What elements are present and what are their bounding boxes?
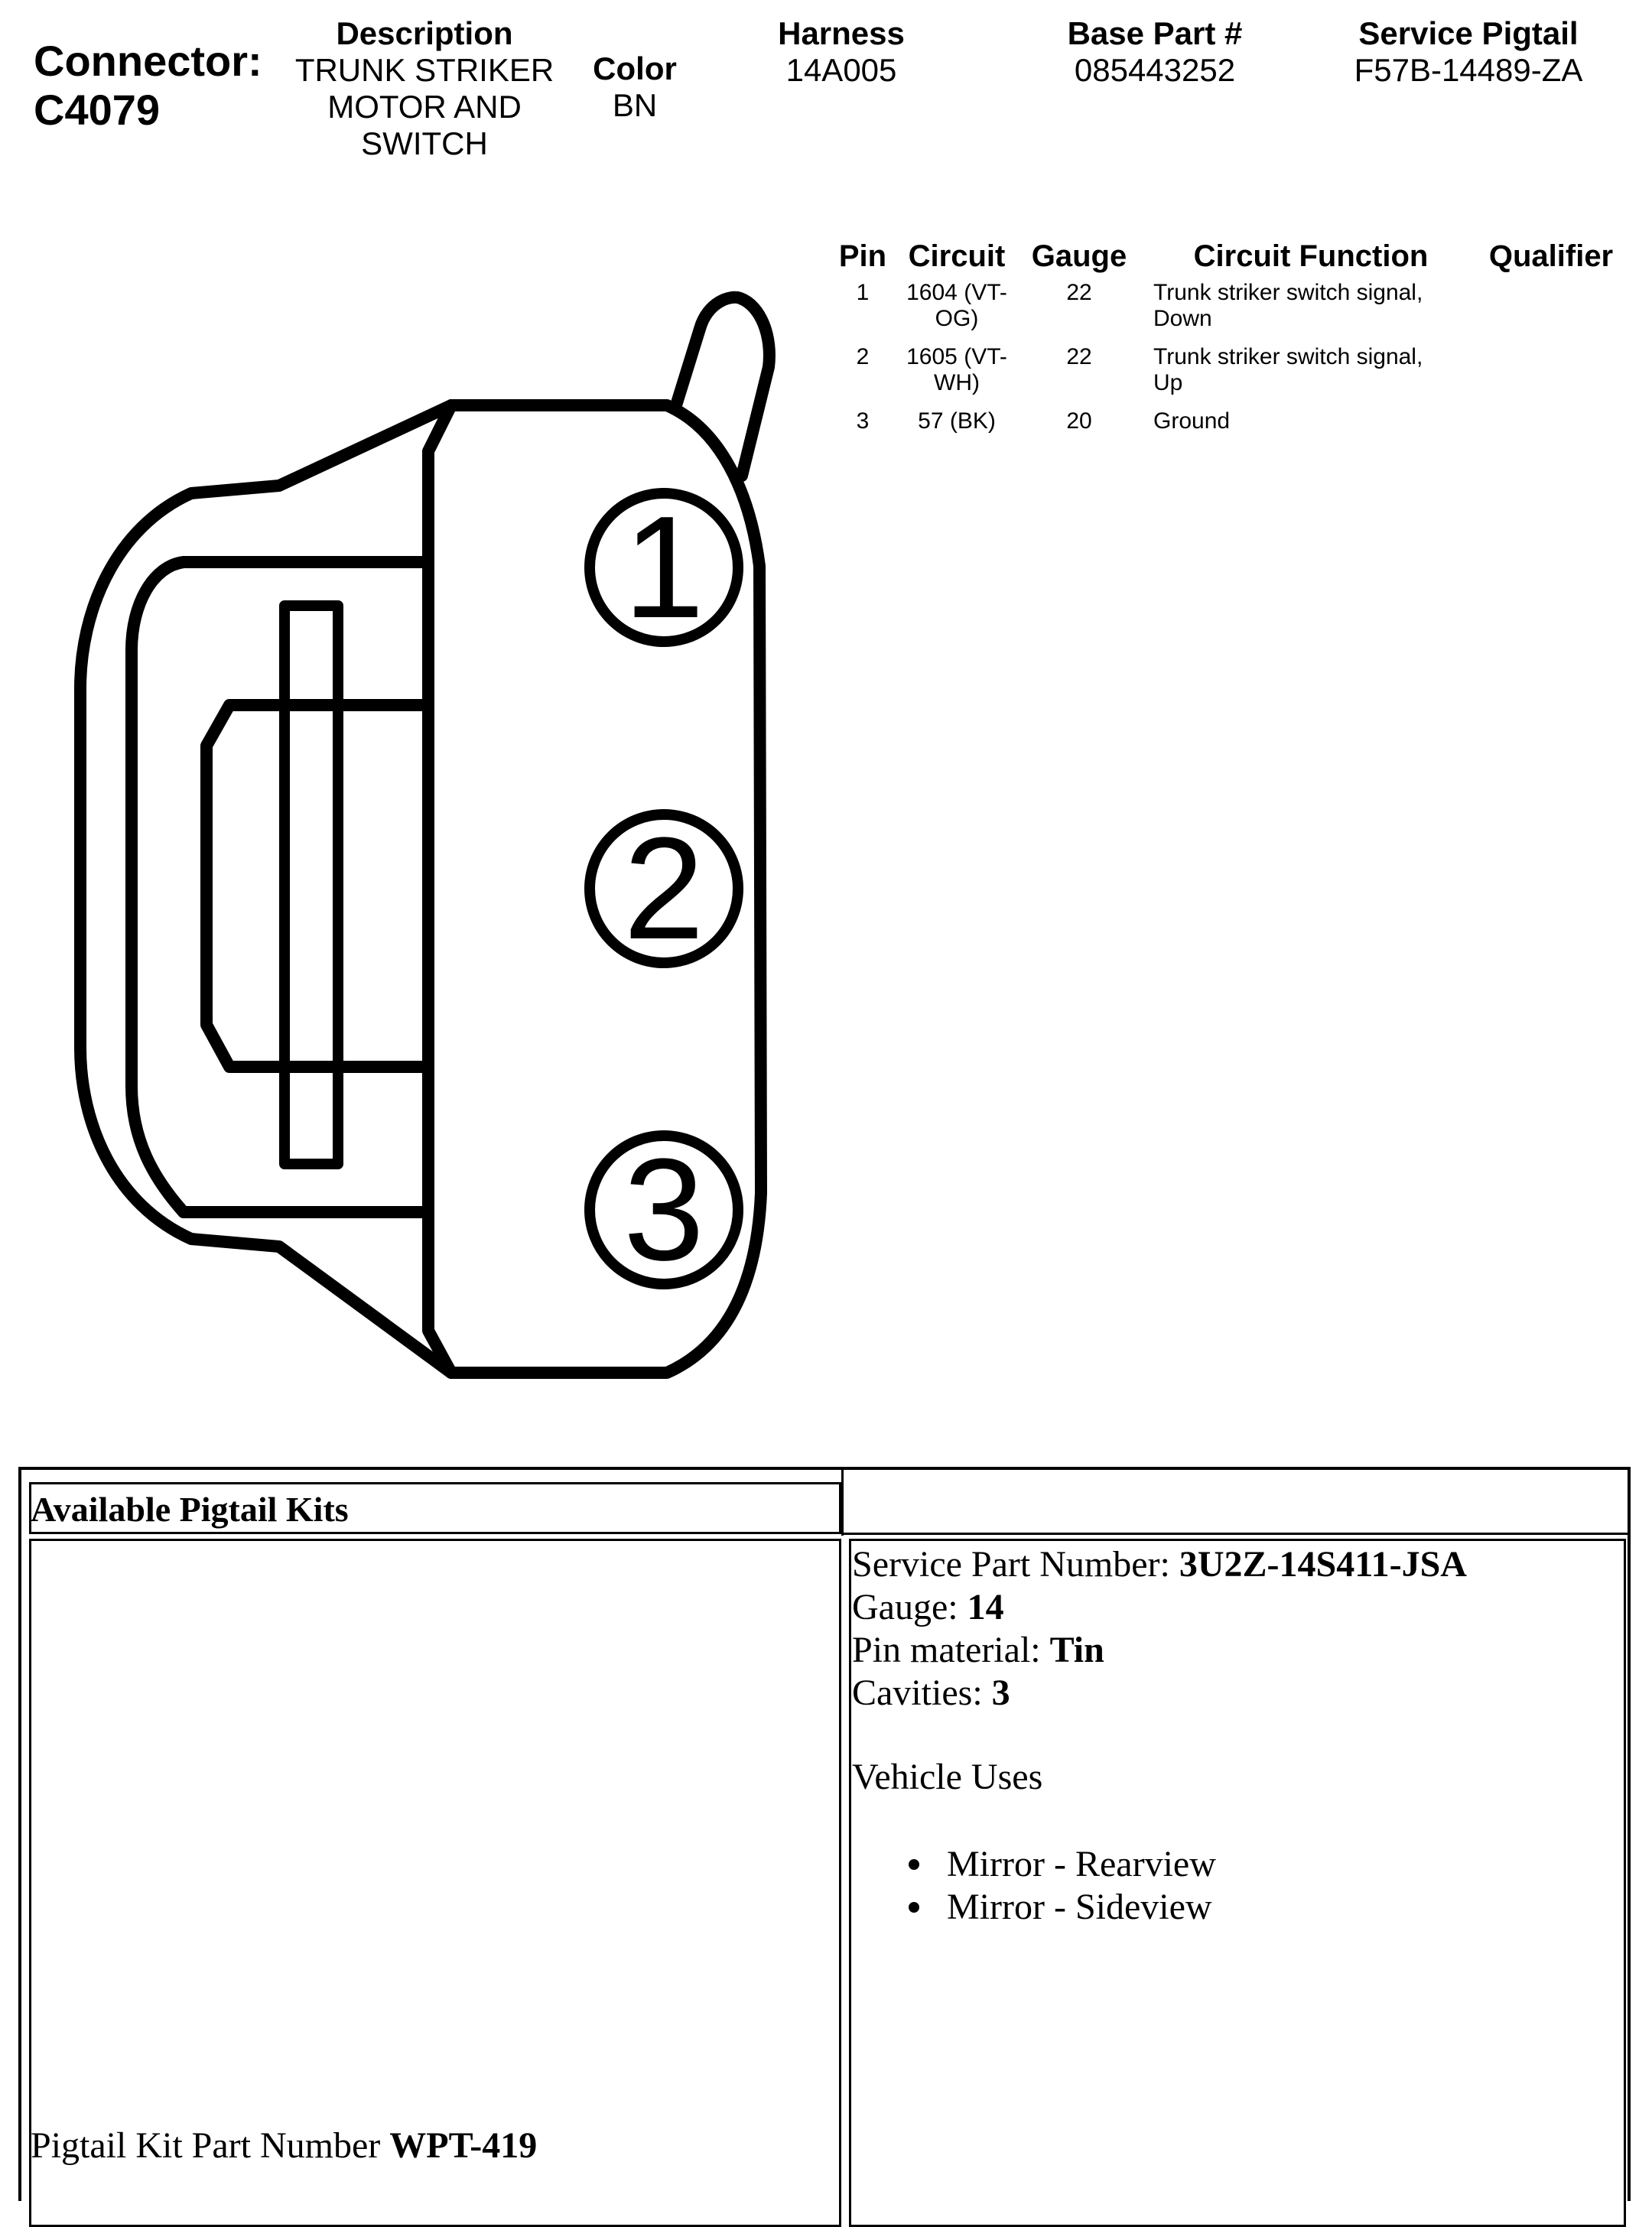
circuit-header: Circuit xyxy=(908,239,1006,273)
pin-cavity-label: 1 xyxy=(623,486,704,649)
color-value: BN xyxy=(612,87,658,123)
circuit-line: 57 (BK) xyxy=(918,408,996,434)
circuit-cell xyxy=(902,408,1011,447)
list-item xyxy=(909,1886,1216,1929)
description-line: SWITCH xyxy=(361,125,488,161)
vehicle-uses-label: Vehicle Uses xyxy=(852,1757,1043,1797)
bullet-icon xyxy=(909,1902,919,1913)
pin-cavity-label: 3 xyxy=(623,1129,704,1291)
function-cell xyxy=(1147,280,1475,344)
list-item xyxy=(909,1843,1216,1886)
connector-label: Connector: xyxy=(34,37,262,85)
function-line: Ground xyxy=(1153,408,1231,434)
pin-number: 1 xyxy=(856,280,870,305)
description-line: MOTOR AND xyxy=(327,89,522,125)
function-cell xyxy=(1147,408,1475,447)
cavities-value: 3 xyxy=(991,1673,1010,1713)
gauge-line xyxy=(852,1586,1467,1629)
function-header: Circuit Function xyxy=(1193,239,1429,273)
connector-inner-shell xyxy=(132,562,424,1212)
table-row xyxy=(823,344,1628,408)
service-pigtail-column xyxy=(1331,15,1606,89)
pigtail-kit-part-number xyxy=(31,2125,537,2167)
harness-column xyxy=(727,15,956,89)
harness-header: Harness xyxy=(778,15,905,51)
connector-body-divider xyxy=(428,405,451,1373)
color-header: Color xyxy=(593,50,677,86)
service-part-line xyxy=(852,1543,1467,1586)
pin-number: 2 xyxy=(856,344,870,369)
kit-part-label: Pigtail Kit Part Number xyxy=(31,2125,390,2166)
circuit-line: OG) xyxy=(935,306,979,331)
base-part-column xyxy=(1032,15,1277,89)
connector-pin-housing xyxy=(451,405,761,1373)
circuit-line: 1604 (VT- xyxy=(906,280,1007,305)
pin-cavity-2 xyxy=(590,808,738,970)
pin-material-value: Tin xyxy=(1049,1630,1104,1670)
divider xyxy=(841,1467,844,1536)
service-pigtail-value: F57B-14489-ZA xyxy=(1354,52,1583,88)
pin-material-label: Pin material: xyxy=(852,1630,1050,1670)
circuit-line: WH) xyxy=(934,370,980,395)
function-line: Trunk striker switch signal, xyxy=(1153,344,1423,369)
pin-number: 3 xyxy=(856,408,870,434)
service-part-value: 3U2Z-14S411-JSA xyxy=(1179,1544,1467,1585)
bullet-icon xyxy=(909,1859,919,1870)
pin-cavity-1 xyxy=(590,486,738,649)
color-column xyxy=(566,50,704,124)
pin-table xyxy=(823,239,1628,447)
description-column xyxy=(291,15,558,162)
base-part-header: Base Part # xyxy=(1067,15,1243,51)
qualifier-cell xyxy=(1475,408,1628,447)
cavities-line xyxy=(852,1672,1467,1715)
connector-id: C4079 xyxy=(34,86,161,134)
cavities-label: Cavities: xyxy=(852,1673,992,1713)
gauge-value: 14 xyxy=(967,1587,1004,1627)
table-row xyxy=(823,408,1628,447)
table-row xyxy=(823,280,1628,344)
gauge-cell: 20 xyxy=(1066,408,1092,434)
pin-header: Pin xyxy=(838,239,887,273)
service-part-label: Service Part Number: xyxy=(852,1544,1179,1585)
connector-diagram xyxy=(0,275,795,1407)
function-line: Down xyxy=(1153,306,1212,331)
qualifier-header: Qualifier xyxy=(1488,239,1614,273)
pin-cavity-label: 2 xyxy=(623,808,704,970)
circuit-line: 1605 (VT- xyxy=(906,344,1007,369)
function-line: Trunk striker switch signal, xyxy=(1153,280,1423,305)
qualifier-cell xyxy=(1475,280,1628,344)
pigtail-kit-details xyxy=(852,1543,1467,1715)
circuit-cell xyxy=(902,280,1011,344)
pin-table-header-row xyxy=(823,243,1628,280)
circuit-cell xyxy=(902,344,1011,408)
vehicle-use-text: Mirror - Sideview xyxy=(947,1887,1212,1927)
locking-bar-icon xyxy=(285,606,338,1164)
pigtail-kit-left-cell xyxy=(29,1539,841,2227)
harness-value: 14A005 xyxy=(785,52,897,88)
service-pigtail-header: Service Pigtail xyxy=(1358,15,1579,51)
pigtail-kits-title: Available Pigtail Kits xyxy=(31,1490,349,1529)
key-slot-icon xyxy=(206,705,424,1067)
function-cell xyxy=(1147,344,1475,408)
kit-part-value: WPT-419 xyxy=(389,2125,538,2166)
gauge-cell: 22 xyxy=(1066,344,1092,369)
divider xyxy=(841,1533,1631,1535)
description-line: TRUNK STRIKER xyxy=(294,52,554,88)
function-line: Up xyxy=(1153,370,1183,395)
pin-cavity-3 xyxy=(590,1129,738,1291)
vehicle-uses-list xyxy=(909,1843,1216,1929)
pin-material-line xyxy=(852,1629,1467,1672)
description-header: Description xyxy=(336,15,513,51)
connector-heading xyxy=(34,37,262,135)
vehicle-use-text: Mirror - Rearview xyxy=(947,1844,1216,1884)
gauge-label: Gauge: xyxy=(852,1587,967,1627)
gauge-header: Gauge xyxy=(1031,239,1127,273)
qualifier-cell xyxy=(1475,344,1628,408)
base-part-value: 085443252 xyxy=(1074,52,1236,88)
gauge-cell: 22 xyxy=(1066,280,1092,305)
